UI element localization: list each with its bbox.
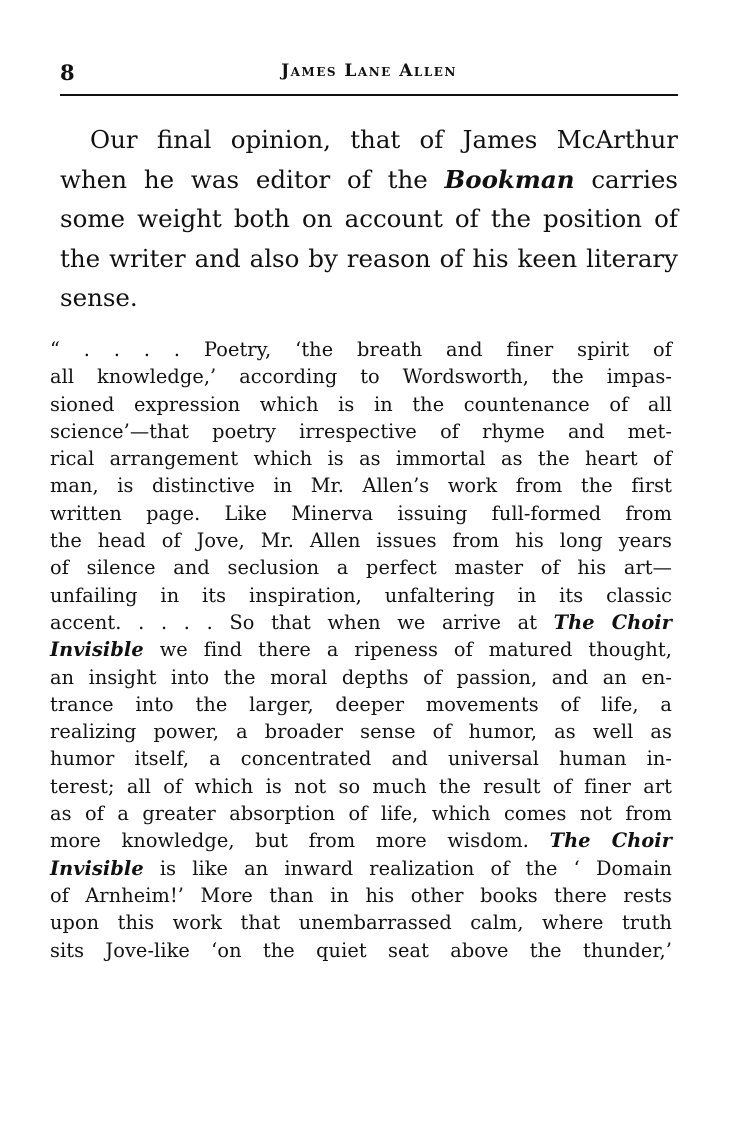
choir-invisible-title: Invisible: [50, 856, 144, 880]
quote-line: of silence and seclusion a perfect master of his art—: [50, 556, 672, 580]
intro-text-before: Our final opinion, that of James McArthur when he was editor of the: [60, 125, 678, 194]
quote-line-11: [50, 609, 672, 636]
bookman-title: Bookman: [444, 164, 575, 194]
quote-line: rical arrangement which is as immortal as the heart of: [50, 447, 672, 471]
quote-line: an insight into the moral depths of passion, and an en-: [50, 665, 672, 689]
choir-invisible-title: The Choir: [553, 610, 672, 634]
quote-line: sioned expression which is in the countenance of all: [50, 392, 672, 416]
quote-line-12-text: we find there a ripeness of matured thought,: [143, 638, 672, 662]
quote-line-20-text: is like an inward realization of the ‘ Domain: [143, 856, 672, 880]
quote-line: man, is distinctive in Mr. Allen’s work from the first: [50, 474, 672, 498]
quote-line: of Arnheim!’ More than in his other books there rests: [50, 883, 672, 907]
quote-line: unfailing in its inspiration, unfaltering in its classic: [50, 583, 672, 607]
choir-invisible-title: The Choir: [549, 829, 672, 853]
quote-line: “ . . . . Poetry, ‘the breath and finer spirit of: [50, 338, 672, 361]
quote-line: trance into the larger, deeper movements of life, a: [50, 692, 672, 716]
quote-line: upon this work that unembarrassed calm, where truth: [50, 911, 672, 935]
header-rule: [60, 94, 678, 96]
quote-line-19: [50, 827, 672, 854]
running-head: James Lane Allen: [281, 61, 457, 81]
block-quote: [50, 336, 672, 964]
quote-line: terest; all of which is not so much the result of finer art: [50, 774, 672, 798]
page-number: 8: [60, 60, 75, 85]
page-header: [60, 58, 678, 90]
quote-line-19-text: more knowledge, but from more wisdom.: [50, 829, 550, 853]
quote-line-12: [50, 636, 672, 663]
quote-line: humor itself, a concentrated and universal human in-: [50, 747, 672, 771]
intro-text-after: carries some weight both on account of the position of the writer and also by reason of his keen literary sense.: [60, 164, 678, 312]
intro-paragraph: [60, 120, 678, 318]
quote-line: realizing power, a broader sense of humor, as well as: [50, 720, 672, 744]
quote-line: all knowledge,’ according to Wordsworth, the impas-: [50, 365, 672, 389]
quote-line: science’—that poetry irrespective of rhyme and met-: [50, 419, 672, 443]
choir-invisible-title: Invisible: [50, 638, 144, 662]
quote-line-11-text: accent. . . . . So that when we arrive at: [50, 610, 554, 634]
quote-line: sits Jove-like ‘on the quiet seat above the thunder,’: [50, 938, 672, 962]
quote-line: written page. Like Minerva issuing full-formed from: [50, 501, 672, 525]
quote-line-20: [50, 855, 672, 882]
quote-line: the head of Jove, Mr. Allen issues from his long years: [50, 529, 672, 553]
quote-line: as of a greater absorption of life, which comes not from: [50, 802, 672, 826]
